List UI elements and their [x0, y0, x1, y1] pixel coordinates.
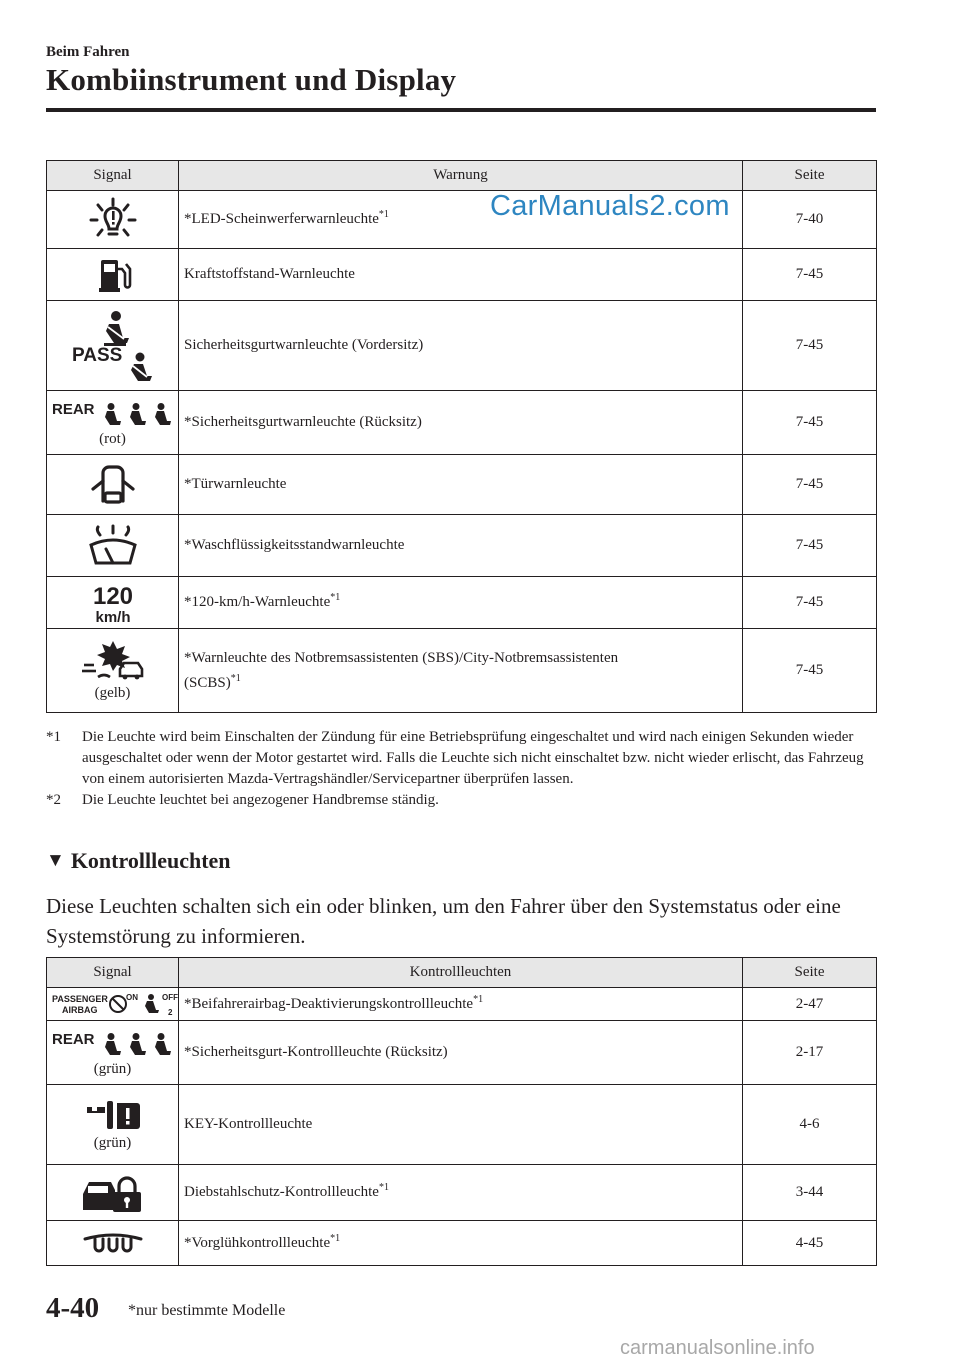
signal-cell	[47, 1085, 179, 1165]
table-row	[47, 1165, 877, 1221]
signal-cell	[47, 515, 179, 577]
color-note: (gelb)	[94, 685, 131, 701]
warning-label-cell: *Türwarnleuchte	[179, 455, 743, 515]
warning-lights-table	[46, 160, 877, 713]
page-ref: 7-40	[743, 191, 877, 249]
table-row	[47, 391, 877, 455]
color-note: (grün)	[93, 1061, 132, 1077]
seatbelt-rear-icon	[50, 397, 176, 429]
intro-paragraph: Diese Leuchten schalten sich ein oder blinken, um den Fahrer über den Systemstatus oder eine Systemstörung zu informieren.	[46, 894, 841, 948]
table-header-row	[47, 161, 877, 191]
triangle-down-icon: ▼	[46, 850, 65, 871]
warning-label-cell: *Sicherheitsgurtwarnleuchte (Rücksitz)	[179, 391, 743, 455]
table-row	[47, 1221, 877, 1266]
page-ref: 7-45	[743, 577, 877, 629]
signal-cell	[47, 249, 179, 301]
footnote	[46, 790, 876, 811]
indicator-label-cell: *Vorglühkontrollleuchte$^{*1}$	[179, 1221, 743, 1266]
speed-120-icon	[83, 581, 143, 625]
svg-text:km/h: km/h	[94, 608, 131, 626]
warning-label-cell: *Waschflüssigkeitsstandwarnleuchte	[179, 515, 743, 577]
indicator-label-cell: KEY-Kontrollleuchte	[179, 1085, 743, 1165]
page-ref: 2-47	[743, 988, 877, 1021]
table-row	[47, 577, 877, 629]
header-signal: Signal	[47, 958, 179, 988]
signal-cell	[47, 1221, 179, 1266]
security-lock-icon	[81, 1172, 145, 1214]
page-ref: 4-6	[743, 1085, 877, 1165]
footnote-text: Die Leuchte leuchtet bei angezogener Handbremse ständig.	[82, 792, 439, 808]
svg-text:120: 120	[92, 582, 133, 610]
page-ref: 7-45	[743, 515, 877, 577]
section-label: Beim Fahren	[46, 44, 130, 60]
table-row	[47, 515, 877, 577]
footnote	[46, 727, 876, 790]
svg-text:REAR: REAR	[51, 1031, 95, 1048]
table-row	[47, 1021, 877, 1085]
page-ref: 7-45	[743, 455, 877, 515]
seatbelt-rear-icon	[50, 1027, 176, 1059]
warning-label-cell: *Warnleuchte des Notbremsassistenten (SBS)/City-Notbremsassistenten (SCBS)$^{*1}$	[179, 629, 743, 713]
page-ref: 2-17	[743, 1021, 877, 1085]
signal-cell	[47, 988, 179, 1021]
svg-text:AIRBAG: AIRBAG	[61, 1005, 97, 1015]
footnote-text: Die Leuchte wird beim Einschalten der Zündung für eine Betriebsprüfung eingeschaltet und wird nach einigen Sekunden wieder ausgeschaltet oder wenn der Motor gestartet wird. Falls die Leuchte sich nicht einschaltet bzw. nicht wieder erlischt, das Fahrzeug von einem autorisierten Mazda-Vertragshändler/Servicepartner überprüfen lassen.	[82, 729, 864, 787]
svg-text:OFF: OFF	[161, 993, 178, 1002]
header-page: Seite	[743, 958, 877, 988]
page-number: 4-40	[46, 1292, 100, 1324]
svg-text:PASSENGER: PASSENGER	[51, 994, 108, 1004]
door-open-icon	[87, 461, 139, 509]
signal-cell	[47, 455, 179, 515]
page-ref: 3-44	[743, 1165, 877, 1221]
table-row	[47, 629, 877, 713]
color-note: (grün)	[93, 1135, 132, 1151]
page-ref: 7-45	[743, 391, 877, 455]
glow-plug-icon	[81, 1229, 145, 1257]
key-icon	[83, 1097, 143, 1133]
signal-cell	[47, 301, 179, 391]
table-row	[47, 249, 877, 301]
led-headlight-warning-icon	[85, 196, 141, 244]
page-ref: 7-45	[743, 249, 877, 301]
signal-cell	[47, 191, 179, 249]
color-note: (rot)	[99, 431, 126, 447]
page-ref: 7-45	[743, 629, 877, 713]
header-page: Seite	[743, 161, 877, 191]
signal-cell	[47, 391, 179, 455]
watermark: CarManuals2.com	[490, 190, 730, 222]
models-note: *nur bestimmte Modelle	[128, 1302, 286, 1319]
page-ref: 7-45	[743, 301, 877, 391]
svg-text:REAR: REAR	[51, 401, 95, 418]
table-row	[47, 191, 877, 249]
signal-cell	[47, 1021, 179, 1085]
table-row	[47, 988, 877, 1021]
signal-cell	[47, 1165, 179, 1221]
svg-text:ON: ON	[125, 993, 138, 1002]
warning-label-cell: *120-km/h-Warnleuchte$^{*1}$	[179, 577, 743, 629]
signal-cell	[47, 629, 179, 713]
footnote-mark: *2	[46, 792, 61, 808]
table-row	[47, 455, 877, 515]
svg-text:2: 2	[167, 1008, 172, 1017]
subsection-heading: ▼ Kontrollleuchten	[46, 848, 231, 873]
header-signal: Signal	[47, 161, 179, 191]
footnote-mark: *1	[46, 729, 61, 745]
fuel-pump-icon	[93, 255, 133, 295]
table-row	[47, 1085, 877, 1165]
table-header-row	[47, 958, 877, 988]
seatbelt-front-icon	[68, 307, 158, 385]
indicator-label-cell: *Sicherheitsgurt-Kontrollleuchte (Rücksitz)	[179, 1021, 743, 1085]
indicator-label-cell: *Beifahrerairbag-Deaktivierungskontrollleuchte$^{*1}$	[179, 988, 743, 1021]
page-ref: 4-45	[743, 1221, 877, 1266]
passenger-airbag-icon	[50, 991, 176, 1017]
brake-assist-icon	[78, 639, 148, 683]
site-watermark: carmanualsonline.info	[620, 1337, 815, 1359]
indicator-lights-table	[46, 957, 877, 1266]
warning-label-cell: *LED-Scheinwerferwarnleuchte$^{*1}$	[179, 191, 743, 249]
washer-fluid-icon	[86, 523, 140, 569]
signal-cell	[47, 577, 179, 629]
footnotes	[46, 727, 876, 811]
header-warning: Warnung	[179, 161, 743, 191]
warning-label-cell: Sicherheitsgurtwarnleuchte (Vordersitz)	[179, 301, 743, 391]
title-rule	[46, 108, 876, 112]
svg-text:PASS: PASS	[71, 344, 122, 366]
indicator-label-cell: Diebstahlschutz-Kontrollleuchte$^{*1}$	[179, 1165, 743, 1221]
header-indicator: Kontrollleuchten	[179, 958, 743, 988]
page-title: Kombiinstrument und Display	[46, 62, 457, 97]
warning-label-cell: Kraftstoffstand-Warnleuchte	[179, 249, 743, 301]
table-row	[47, 301, 877, 391]
